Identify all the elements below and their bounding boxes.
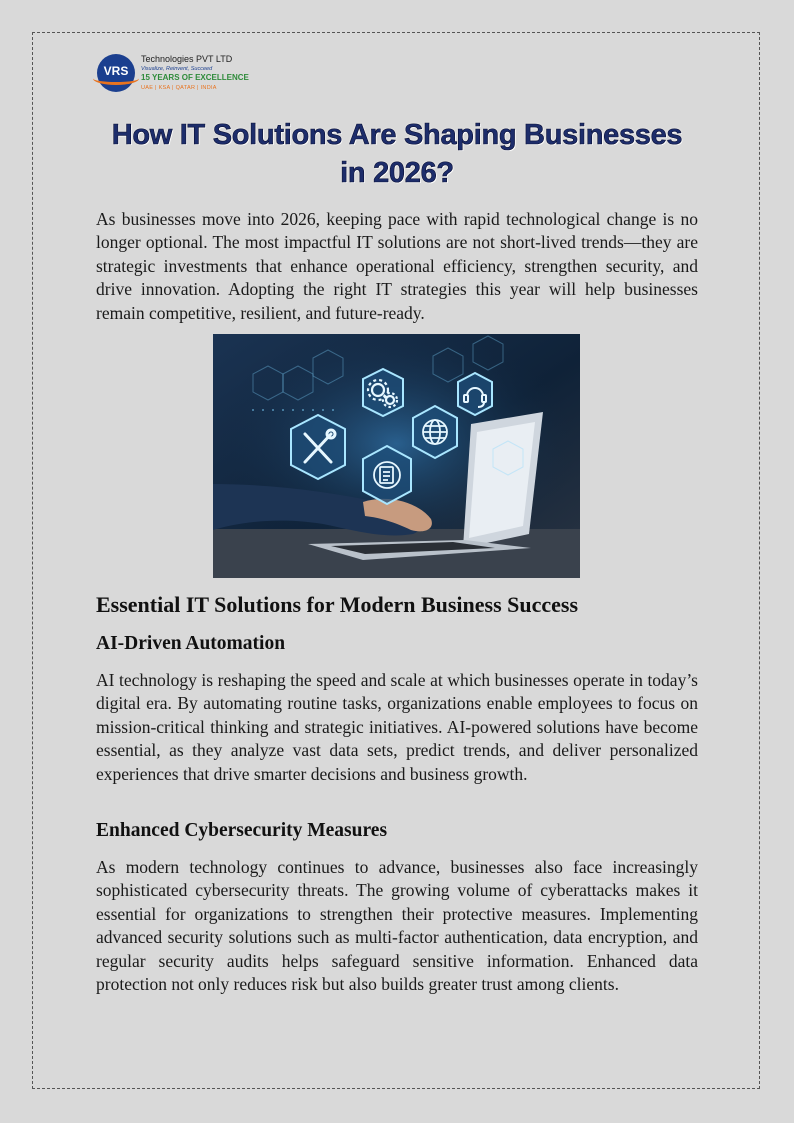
company-logo bbox=[97, 52, 257, 96]
document-icon-tile bbox=[363, 446, 411, 504]
hero-illustration bbox=[213, 334, 580, 578]
logo-years-badge: 15 YEARS OF EXCELLENCE bbox=[141, 73, 249, 82]
headset-icon-tile bbox=[458, 373, 492, 415]
logo-regions: UAE | KSA | QATAR | INDIA bbox=[141, 85, 217, 91]
hero-image bbox=[213, 334, 580, 578]
intro-paragraph: As businesses move into 2026, keeping pace with rapid technological change is no longer optional. The most impactful IT solutions are not short-lived trends—they are strategic investments that enhance operational efficiency, strengthen security, and drive innovation. Adopting the right IT strategies this year will help businesses remain competitive, resilient, and future-ready. bbox=[96, 209, 698, 323]
logo-mark: VRS bbox=[103, 64, 129, 78]
page-title: How IT Solutions Are Shaping Businesses in 2026? bbox=[111, 119, 683, 189]
subheading-ai-automation: AI-Driven Automation bbox=[96, 633, 286, 654]
subheading-cybersecurity: Enhanced Cybersecurity Measures bbox=[96, 820, 388, 841]
section-heading: Essential IT Solutions for Modern Business Success bbox=[96, 592, 579, 617]
logo-company-name: Technologies PVT LTD bbox=[141, 54, 233, 64]
paragraph-ai-automation: AI technology is reshaping the speed and scale at which businesses operate in today’s digital era. By automating routine tasks, organizations enable employees to focus on mission-critical thinking and strategic initiatives. AI-powered solutions have become essential, as they analyze vast data sets, predict trends, and deliver personalized experiences that drive smarter decisions and business growth. bbox=[96, 670, 698, 784]
paragraph-cybersecurity: As modern technology continues to advance, businesses also face increasingly sophisticated cybersecurity threats. The growing volume of cyberattacks makes it essential for organizations to strengthen their protective measures. Implementing advanced security solutions such as multi-factor authentication, data encryption, and regular security audits helps safeguard sensitive information. Enhanced data protection not only reduces risk but also builds greater trust among clients. bbox=[96, 857, 698, 995]
logo-tagline: Visualize, Reinvent, Succeed bbox=[141, 66, 213, 72]
